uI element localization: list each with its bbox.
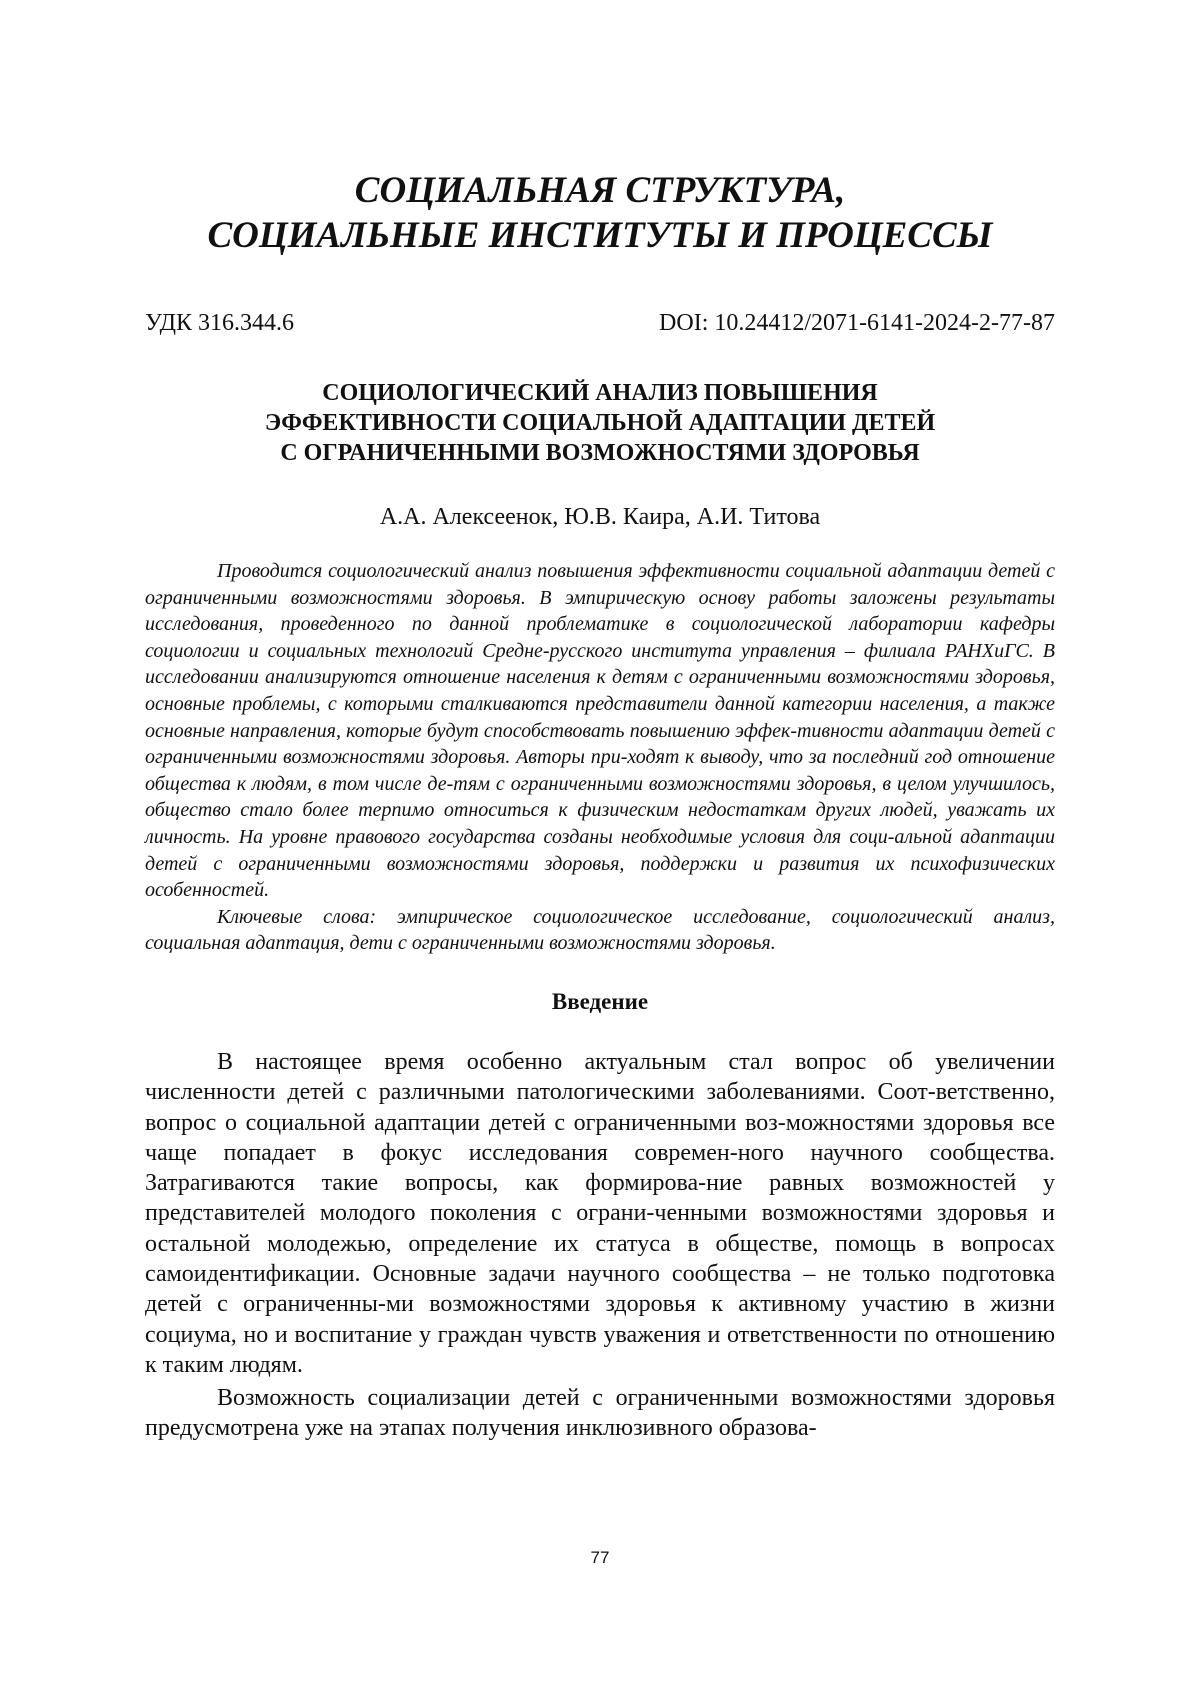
section-header-line-2: СОЦИАЛЬНЫЕ ИНСТИТУТЫ И ПРОЦЕССЫ bbox=[207, 215, 993, 256]
journal-section-header bbox=[145, 0, 1055, 258]
article-title-line-2: ЭФФЕКТИВНОСТИ СОЦИАЛЬНОЙ АДАПТАЦИИ ДЕТЕЙ bbox=[264, 410, 936, 436]
doi-identifier: DOI: 10.24412/2071-6141-2024-2-77-87 bbox=[659, 310, 1055, 336]
udc-code: УДК 316.344.6 bbox=[145, 310, 294, 336]
article-authors: А.А. Алексеенок, Ю.В. Каира, А.И. Титова bbox=[379, 504, 821, 530]
article-meta-row bbox=[145, 308, 1055, 338]
page-number: 77 bbox=[590, 1548, 610, 1567]
introduction-paragraph-1: В настоящее время особенно актуальным стал вопрос об увеличении численности детей с различными патологическими заболеваниями. Соот-ветственно, вопрос о социальной адаптации детей с ограниченными воз-можностями здоровья все чаще попадает в фокус исследования современ-ного научного сообщества. Затрагиваются такие вопросы, как формирова-ние равных возможностей у представителей молодого поколения с ограни-ченными возможностями здоровья и остальной молодежью, определение их статуса в обществе, помощь в вопросах самоидентификации. Основные задачи научного сообщества – не только подготовка детей с ограниченны-ми возможностями здоровья к активному участию в жизни социума, но и воспитание у граждан чувств уважения и ответственности по отношению к таким людям. bbox=[145, 1048, 1055, 1378]
article-title bbox=[145, 378, 1055, 468]
article-abstract bbox=[145, 558, 1055, 957]
abstract-keywords: Ключевые слова: эмпирическое социологическое исследование, социологический анализ, социальная адаптация, дети с ограниченными возможностями здоровья. bbox=[145, 905, 1055, 955]
abstract-text: Проводится социологический анализ повышения эффективности социальной адаптации детей с ограниченными возможностями здоровья. В эмпирическую основу работы заложены результаты исследования, проведенного по данной проблематике в социологической лаборатории кафедры социологии и социальных технологий Средне-русского института управления – филиала РАНХиГС. В исследовании анализируются отношение населения к детям с ограниченными возможностями здоровья, основные проблемы, с которыми сталкиваются представители данной категории населения, а также основные направления, которые будут способствовать повышению эффек-тивности адаптации детей с ограниченными возможностями здоровья. Авторы при-ходят к выводу, что за последний год отношение общества к людям, в том числе де-тям с ограниченными возможностями здоровья, в целом улучшилось, общество стало более терпимо относиться к физическим недостаткам других людей, уважать их личность. На уровне правового государства созданы необходимые условия для соци-альной адаптации детей с ограниченными возможностями здоровья, поддержки и развития их психофизических особенностей. bbox=[145, 560, 1055, 902]
article-title-line-3: С ОГРАНИЧЕННЫМИ ВОЗМОЖНОСТЯМИ ЗДОРОВЬЯ bbox=[280, 440, 920, 466]
article-title-line-1: СОЦИОЛОГИЧЕСКИЙ АНАЛИЗ ПОВЫШЕНИЯ bbox=[322, 380, 878, 406]
introduction-body bbox=[145, 1047, 1055, 1444]
section-header-line-1: СОЦИАЛЬНАЯ СТРУКТУРА, bbox=[354, 170, 846, 211]
introduction-heading: Введение bbox=[551, 988, 649, 1014]
introduction-paragraph-2: Возможность социализации детей с ограниченными возможностями здоровья предусмотрена уже на этапах получения инклюзивного образова- bbox=[145, 1385, 1055, 1442]
